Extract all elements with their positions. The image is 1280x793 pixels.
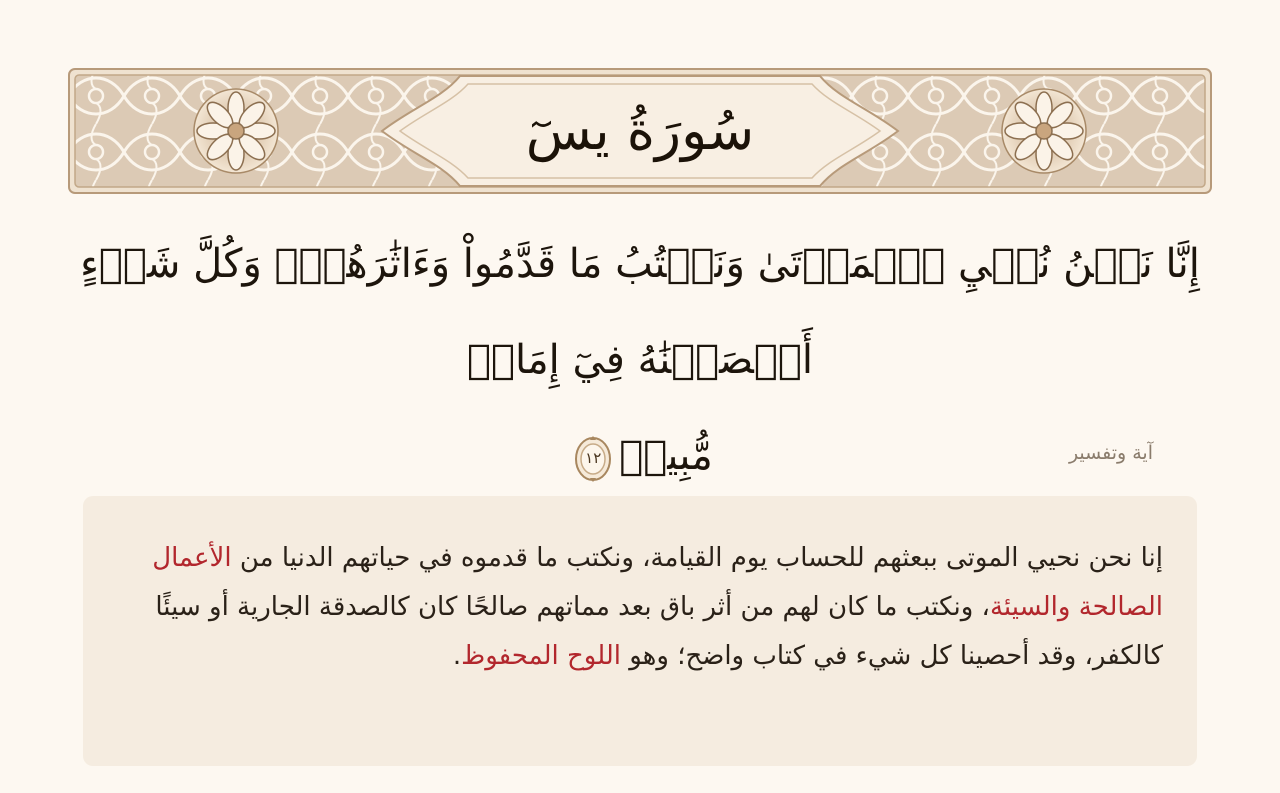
ayah-number: ١٢ bbox=[585, 449, 602, 467]
surah-header-banner bbox=[68, 68, 1212, 194]
ayah-number-marker[interactable] bbox=[573, 435, 613, 483]
tafsir-card bbox=[83, 496, 1197, 766]
verse-text-line2-container bbox=[70, 408, 1210, 504]
tafsir-text-part1: إنا نحن نحيي الموتى ببعثهم للحساب يوم القيامة، ونكتب ما قدموه في حياتهم الدنيا من bbox=[231, 543, 1163, 573]
tafsir-section-label: آية وتفسير bbox=[1068, 442, 1153, 464]
surah-title: سُورَةُ يسٓ bbox=[525, 99, 755, 162]
quran-verse bbox=[70, 216, 1210, 504]
tafsir-text-part3: . bbox=[452, 641, 462, 671]
verse-text-line1: إِنَّا نَحۡنُ نُحۡيِ ٱلۡمَوۡتَىٰ وَنَكۡتُبُ مَا قَدَّمُواْ وَءَاثَٰرَهُمۡۚ وَكُلَّ شَيۡءٍ أَحۡصَيۡنَٰهُ فِيٓ إِمَامٖ bbox=[80, 241, 1200, 383]
verse-text-line2: مُّبِينٖ bbox=[619, 433, 713, 479]
tafsir-text-part2: ، ونكتب ما كان لهم من أثر باق بعد مماتهم صالحًا كان كالصدقة الجارية أو سيئًا كالكفر، وقد أحصينا كل شيء في كتاب واضح؛ وهو bbox=[155, 592, 1163, 671]
tafsir-highlight-preserved-tablet[interactable]: اللوح المحفوظ bbox=[461, 641, 621, 671]
tafsir-highlight-deeds[interactable]: الأعمال الصالحة والسيئة bbox=[152, 543, 1163, 622]
tafsir-text bbox=[117, 534, 1163, 681]
